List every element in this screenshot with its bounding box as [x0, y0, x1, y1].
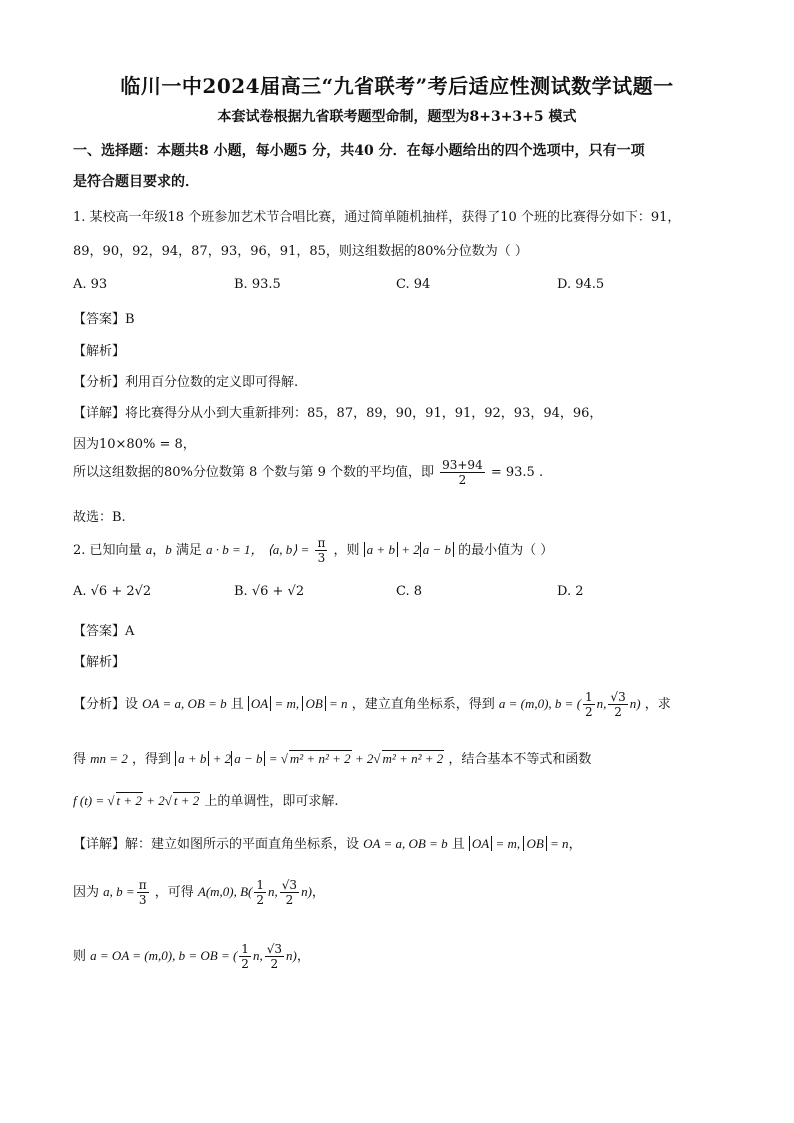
q2-math-expr: a + b + 2 a − b = √ m² + n² + 2 + 2√ m² + n² + 2 [175, 751, 444, 766]
q2-because-a: 因为 [73, 885, 100, 900]
q2-stem-d: 的最小值为（ ） [458, 543, 554, 558]
q2-half-b: $\frac{1}{2}$ [256, 878, 265, 907]
q2-vectors: a = OA = (m,0), b = OB = ( [90, 948, 238, 963]
q2-half-c: $\frac{1}{2}$ [241, 942, 249, 971]
q2-stem-b: 满足 [175, 543, 202, 558]
q1-frac-num: 93+94 [442, 458, 483, 472]
q2-root3-half: $\frac{√3}{2}$ [610, 690, 626, 719]
q2-stem-c: ，则 [333, 543, 360, 558]
q2-expression: a + b + 2 a − b [364, 542, 454, 557]
q2-analysis-line1: 【分析】设 OA = a, OB = b 且 OA = m, OB = n ，建立直角坐标系，得到 a = (m,0), b = ( $\frac{1}{2}$ n, $\frac{√3}{2}$ n) ，求 [73, 690, 671, 719]
q2-detail-oa-ob: OA = a, OB = b [363, 836, 448, 851]
q2-analysis-line3 [73, 790, 339, 809]
q2-option-a: A. √6 + 2√2 [73, 584, 152, 599]
q2-and: 且 [230, 697, 244, 712]
q2-fenxi2-a: 得 [73, 752, 87, 767]
q2-angle-eq: a, b = [103, 884, 135, 899]
q2-stem-a: 2. 已知向量 [73, 543, 142, 558]
q1-choose: 故选：B. [73, 510, 126, 525]
q1-because: 因为10×80% = 8， [73, 437, 196, 452]
q2-mn-eq: mn = 2 [90, 751, 128, 766]
q2-pi-over-3 [315, 536, 327, 565]
q2-root3-half-c: $\frac{√3}{2}$ [266, 942, 282, 971]
section-heading-line2: 是符合题目要求的． [73, 174, 199, 190]
q2-pi-over-3-b: $\frac{\pi}{3}$ [138, 878, 147, 907]
q2-option-d: D. 2 [557, 584, 584, 599]
q1-analysis: 【分析】利用百分位数的定义即可得解. [73, 375, 299, 390]
q2-stem: 2. 已知向量 a，b 满足 a · b = 1， ⟨a, b⟩ = $\frac{\pi}{3}$ ，则 a + b + 2 a − b 的最小值为（ ） [73, 536, 554, 565]
q2-jiexi-label: 【解析】 [73, 655, 126, 670]
page-title: 临川一中2024届高三“九省联考”考后适应性测试数学试题一 [120, 74, 674, 98]
q2-vec-b: b [165, 542, 172, 557]
q2-fenxi-a: 【分析】设 [73, 697, 139, 712]
q2-fenxi2-b: ，得到 [131, 752, 171, 767]
q1-option-b: B. 93.5 [234, 277, 281, 292]
q2-math-mn: OA = m, OB = n [248, 696, 348, 711]
q2-root3-half-b: $\frac{√3}{2}$ [281, 878, 298, 907]
q2-math-coords: a = (m,0), b = ( [498, 696, 582, 711]
q2-vec-a: a [145, 542, 153, 557]
q2-func: f (t) = √ t + 2 + 2√ t + 2 [73, 793, 200, 808]
q1-so-line [73, 458, 543, 487]
q2-detail-line1: 【详解】解：建立如图所示的平面直角坐标系，设 OA = a, OB = b 且 OA = m, OB = n， [73, 836, 582, 852]
q1-frac-den: 2 [458, 473, 467, 487]
q2-fenxi3-b: 上的单调性，即可求解. [204, 794, 339, 809]
page-subtitle: 本套试卷根据九省联考题型命制，题型为8+3+3+5 模式 [217, 109, 577, 125]
q1-stem-line2: 89，90，92，94，87，93，96，91，85，则这组数据的80%分位数为（ ） [73, 244, 528, 259]
q2-answer: 【答案】A [73, 624, 135, 639]
q2-fenxi-c: ，求 [644, 697, 671, 712]
q1-detail: 【详解】将比赛得分从小到大重新排列：85，87，89，90，91，91，92，93，94，96， [73, 406, 603, 421]
q2-detail-line3: 则 a = OA = (m,0), b = OB = ( $\frac{1}{2}$ n, $\frac{√3}{2}$ n)， [73, 942, 310, 971]
q2-xiangjie-b: 且 [451, 837, 465, 852]
q2-then-a: 则 [73, 949, 87, 964]
q2-half: $\frac{1}{2}$ [585, 690, 593, 719]
q2-math-oa-ob: OA = a, OB = b [142, 696, 227, 711]
q1-option-a: A. 93 [73, 277, 108, 292]
q2-fenxi-b: ，建立直角坐标系，得到 [351, 697, 495, 712]
q1-stem-line1: 1. 某校高一年级18 个班参加艺术节合唱比赛，通过简单随机抽样，获得了10 个班的比赛得分如下：91， [73, 210, 681, 225]
q2-detail-line2: 因为 a, b = $\frac{\pi}{3}$ ，可得 A(m,0), B( $\frac{1}{2}$ n, $\frac{√3}{2}$ n)， [73, 878, 325, 907]
q2-analysis-line2 [73, 748, 591, 767]
q2-pi: π [317, 536, 326, 550]
q1-option-d: D. 94.5 [557, 277, 605, 292]
q1-answer: 【答案】B [73, 312, 135, 327]
section-heading-line1: 一、选择题：本题共8 小题，每小题5 分，共40 分．在每小题给出的四个选项中，只有一项 [73, 143, 645, 159]
q2-detail-mn: OA = m, OB = n [469, 836, 569, 851]
q2-angle: ⟨a, b⟩ = [267, 542, 310, 557]
q2-option-c: C. 8 [396, 584, 423, 599]
q2-because-b: ，可得 [154, 885, 194, 900]
q1-so-text: 所以这组数据的80%分位数第 8 个数与第 9 个数的平均值，即 [73, 465, 434, 480]
q1-fraction [440, 458, 485, 487]
q2-option-b: B. √6 + √2 [234, 584, 305, 599]
q1-option-c: C. 94 [396, 277, 431, 292]
q2-points: A(m,0), B( [197, 884, 253, 899]
q1-so-result: = 93.5 . [490, 465, 544, 480]
q2-three: 3 [317, 551, 326, 565]
q1-jiexi-label: 【解析】 [73, 344, 126, 359]
q2-dot-eq: a · b = 1， [206, 542, 264, 557]
q2-xiangjie-a: 【详解】解：建立如图所示的平面直角坐标系，设 [73, 837, 360, 852]
q2-fenxi2-c: ，结合基本不等式和函数 [448, 752, 592, 767]
